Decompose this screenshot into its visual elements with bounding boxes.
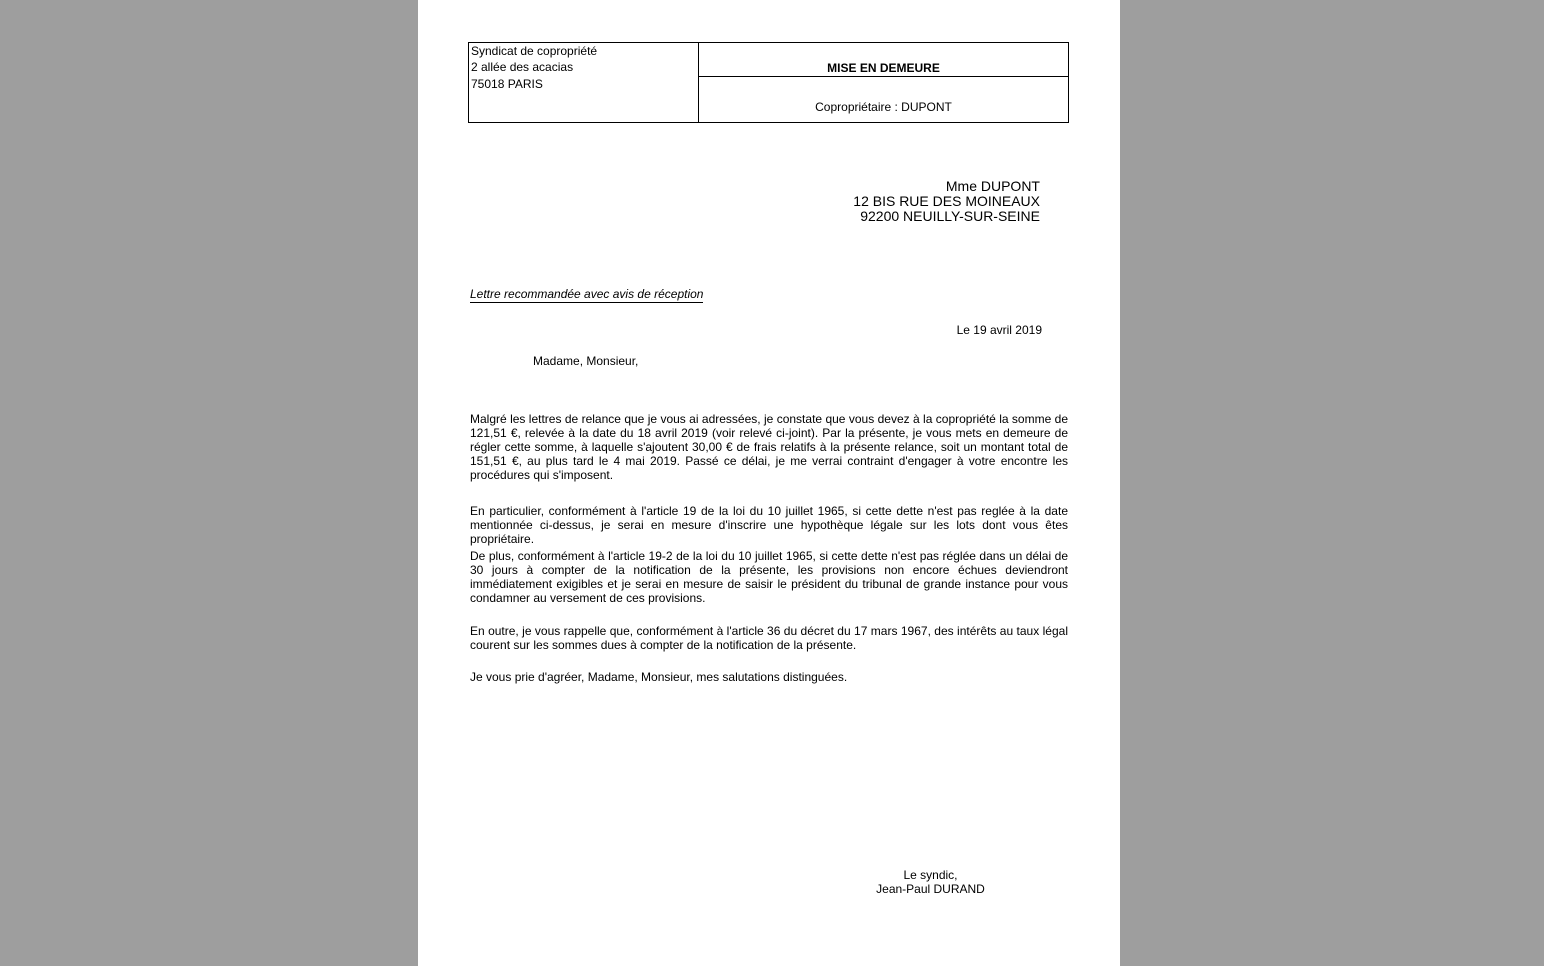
recipient-street: 12 BIS RUE DES MOINEAUX [853, 193, 1040, 209]
closing-formula: Je vous prie d'agréer, Madame, Monsieur, mes salutations distinguées. [470, 670, 848, 684]
document-page [418, 0, 1120, 966]
body-paragraph-demand: Malgré les lettres de relance que je vous ai adressées, je constate que vous devez à la copropriété la somme de 121,51 €, relevée à la date du 18 avril 2019 (voir relevé ci-joint). Par la présente, je vous mets en demeure de régler cette somme, à laquelle s'ajoutent 30,00 € de frais relatifs à la présente relance, soit un montant total de 151,51 €, au plus tard le 4 mai 2019. Passé ce délai, je me verrai contraint d'engager à votre encontre les procédures qui s'imposent. [470, 412, 1068, 482]
sender-address-cell [469, 43, 699, 122]
body-paragraph-provisions: De plus, conformément à l'article 19-2 de la loi du 10 juillet 1965, si cette dette n'est pas réglée dans un délai de 30 jours à compter de la notification de la présente, les provisions non encore échues deviendront immédiatement exigibles et je serai en mesure de saisir le président du tribunal de grande instance pour vous condamner au versement de ces provisions. [470, 549, 1068, 605]
sender-city: 75018 PARIS [471, 77, 543, 91]
registered-mail-notice: Lettre recommandée avec avis de réception [470, 287, 704, 301]
body-paragraph-mortgage: En particulier, conformément à l'article 19 de la loi du 10 juillet 1965, si cette dette n'est pas reglée à la date mentionnée ci-dessus, je serai en mesure d'inscrire une hypothèque légale sur les lots dont vous êtes propriétaire. [470, 504, 1068, 546]
recipient-name: Mme DUPONT [945, 178, 1040, 194]
signature-block [858, 868, 1003, 896]
letter-header-table [468, 42, 1069, 123]
salutation: Madame, Monsieur, [533, 354, 639, 368]
recipient-address [718, 179, 1040, 224]
document-title: MISE EN DEMEURE [827, 61, 940, 75]
signature-name: Jean-Paul DURAND [876, 882, 985, 896]
signature-role: Le syndic, [903, 868, 958, 882]
letter-title-cell [699, 43, 1068, 122]
sender-street: 2 allée des acacias [471, 60, 574, 74]
header-divider [699, 76, 1068, 77]
letter-date: Le 19 avril 2019 [956, 323, 1042, 337]
recipient-city: 92200 NEUILLY-SUR-SEINE [860, 208, 1040, 224]
body-paragraph-interest: En outre, je vous rappelle que, conformément à l'article 36 du décret du 17 mars 1967, des intérêts au taux légal courent sur les sommes dues à compter de la notification de la présente. [470, 624, 1068, 652]
owner-label: Copropriétaire : DUPONT [815, 100, 952, 114]
sender-name: Syndicat de copropriété [471, 44, 598, 58]
